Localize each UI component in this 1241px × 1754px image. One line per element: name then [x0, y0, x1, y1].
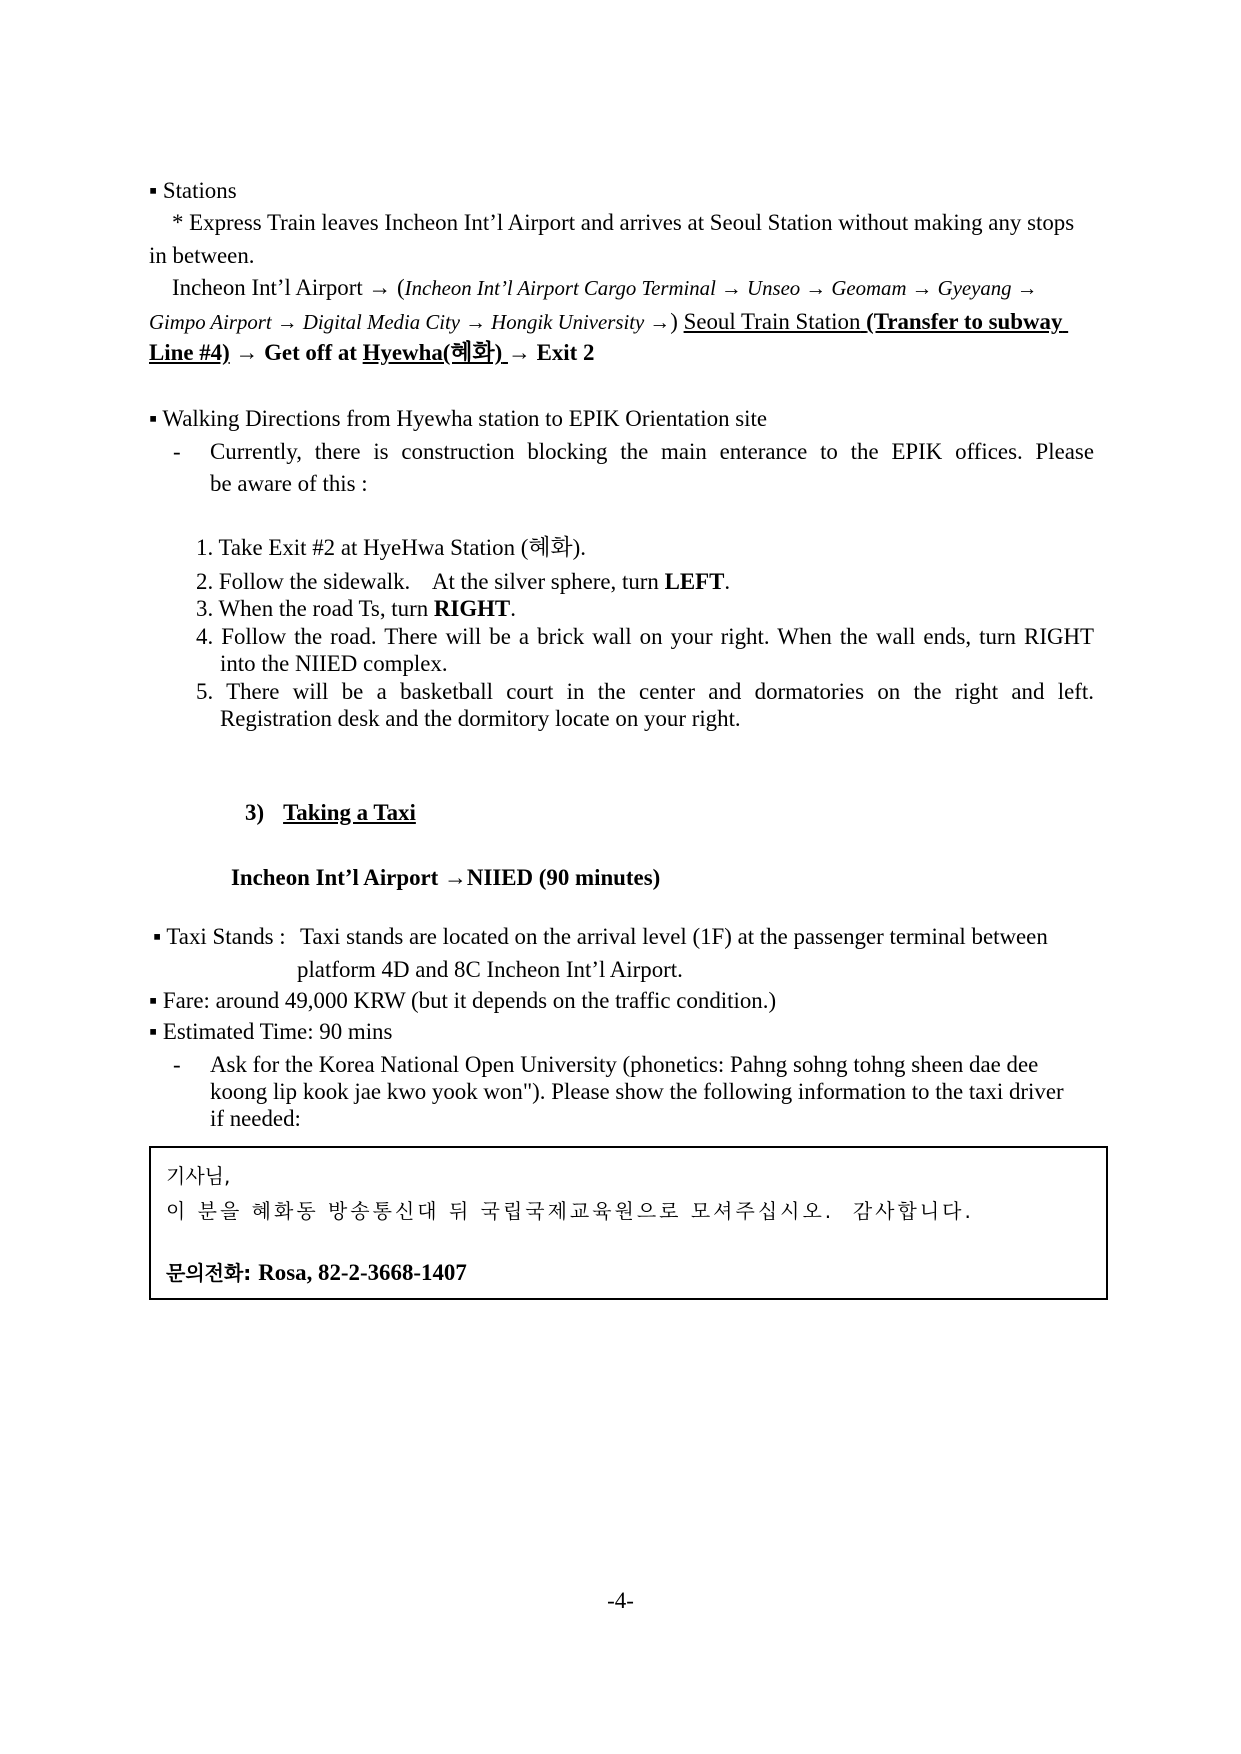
step-number: 2. [196, 569, 214, 594]
construction-note-line: be aware of this : [210, 471, 368, 496]
underlined-segment [684, 309, 1069, 334]
page-number: -4- [607, 1588, 634, 1613]
direction-step [196, 623, 1094, 651]
estimated-time-text: ▪ Estimated Time: 90 mins [149, 1019, 393, 1044]
fare-text: ▪ Fare: around 49,000 KRW (but it depends on the traffic condition.) [149, 988, 777, 1013]
step-text: Follow the sidewalk. At the silver sphere, turn [218, 569, 665, 594]
route-line [149, 308, 1068, 336]
bold-segment [230, 340, 363, 365]
underlined-segment [363, 340, 508, 365]
step-text: Take Exit #2 at HyeHwa Station (혜화). [218, 535, 586, 560]
route-transfer: (Transfer to subway [866, 309, 1063, 334]
step-number: 5. [196, 679, 214, 704]
ask-text: koong lip kook jae kwo yook won"). Please show the following information to the taxi driver [210, 1079, 1064, 1104]
step-text: Follow the road. There will be a brick wall on your right. When the wall ends, turn RIGHT [221, 624, 1094, 649]
direction-step [196, 568, 730, 596]
direction-step [196, 534, 586, 562]
step-number: 3. [196, 596, 214, 621]
route-line [172, 274, 1038, 302]
route-stops: Incheon Int’l Airport Cargo Terminal → Unseo → Geomam → Gyeyang → [404, 277, 1038, 300]
step-emphasis: LEFT [664, 569, 725, 594]
taxi-stands-text: Taxi stands are located on the arrival level (1F) at the passenger terminal between [300, 924, 1048, 949]
section-title: Taking a Taxi [283, 800, 416, 825]
step-text-end: . [510, 596, 516, 621]
step-text: There will be a basketball court in the center and dormatories on the right and left. [226, 679, 1094, 704]
direction-step [196, 678, 1094, 706]
step-continuation: into the NIIED complex. [220, 651, 448, 676]
express-train-note-line: in between. [149, 243, 255, 268]
route-close: ) [670, 309, 678, 334]
list-dash: - [173, 439, 181, 464]
step-number: 4. [196, 624, 214, 649]
route-start: Incheon Int’l Airport → ( [172, 275, 405, 300]
step-number: 1. [196, 535, 214, 560]
direction-step [196, 595, 516, 623]
section-number: 3) [245, 800, 265, 825]
taxi-stands-label: ▪ Taxi Stands : [153, 924, 286, 949]
route-exit: → Exit 2 [507, 340, 595, 365]
driver-note-box [149, 1146, 1108, 1300]
taxi-stands-text: platform 4D and 8C Incheon Int’l Airport. [297, 957, 683, 982]
contact-label: 문의전화: [166, 1261, 252, 1285]
route-stops: Gimpo Airport → Digital Media City → Hongik University → [149, 311, 671, 334]
ask-text: if needed: [210, 1106, 301, 1131]
ask-text: Ask for the Korea National Open University (phonetics: Pahng sohng tohng sheen dae dee [210, 1052, 1039, 1077]
express-train-note-line: * Express Train leaves Incheon Int’l Airport and arrives at Seoul Station without making any stops [172, 210, 1075, 235]
walking-directions-heading: ▪ Walking Directions from Hyewha station to EPIK Orientation site [149, 406, 768, 431]
taxi-route-title: Incheon Int’l Airport →NIIED (90 minutes) [231, 865, 661, 890]
driver-greeting: 기사님, [166, 1164, 231, 1188]
route-stop: Hyewha(혜화) [362, 340, 503, 365]
step-emphasis: RIGHT [433, 596, 511, 621]
route-line [149, 339, 594, 367]
driver-message: 이 분을 혜화동 방송통신대 뒤 국립국제교육원으로 모셔주십시오. 감사합니다. [166, 1199, 974, 1223]
route-transfer: Line #4) [149, 340, 230, 365]
route-station: Seoul Train Station [683, 309, 861, 334]
stations-heading: ▪ Stations [149, 178, 237, 203]
list-dash: - [173, 1052, 181, 1077]
step-continuation: Registration desk and the dormitory locate on your right. [220, 706, 741, 731]
step-text-end: . [724, 569, 731, 594]
construction-note-line: Currently, there is construction blocking the main enterance to the EPIK offices. Please [210, 439, 1094, 464]
step-text: When the road Ts, turn [218, 596, 434, 621]
contact-line [166, 1259, 467, 1287]
contact-value: Rosa, 82-2-3668-1407 [258, 1260, 467, 1285]
route-get-off: → Get off at [235, 340, 357, 365]
section-heading [245, 799, 416, 827]
